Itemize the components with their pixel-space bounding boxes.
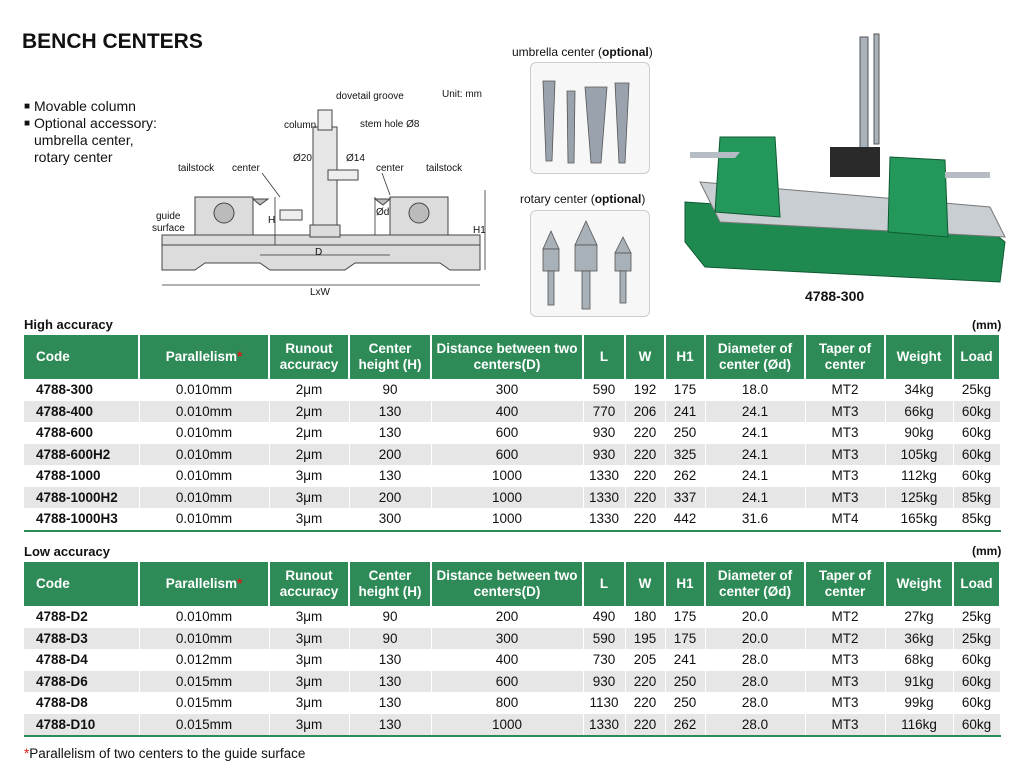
table-cell: 90: [349, 379, 431, 401]
table-cell: MT3: [805, 487, 885, 509]
table-cell: MT3: [805, 714, 885, 737]
table-cell: 206: [625, 401, 665, 423]
col-parallelism: Parallelism*: [139, 562, 269, 606]
table-cell: MT3: [805, 692, 885, 714]
d20-label: Ø20: [293, 153, 312, 164]
col-taper: Taper of center: [805, 562, 885, 606]
table-cell: 175: [665, 379, 705, 401]
table-cell: 125kg: [885, 487, 953, 509]
table-cell: 262: [665, 465, 705, 487]
h-label: H: [268, 215, 276, 226]
low-accuracy-unit: (mm): [972, 544, 1002, 558]
technical-drawing: [150, 85, 495, 300]
model-code-cell: 4788-600: [24, 422, 139, 444]
table-cell: 300: [349, 508, 431, 531]
table-cell: 0.010mm: [139, 444, 269, 466]
od-label: Ød: [376, 207, 390, 218]
table-cell: 195: [625, 628, 665, 650]
table-cell: 220: [625, 508, 665, 531]
high-accuracy-body: [24, 379, 1000, 531]
table-cell: MT3: [805, 444, 885, 466]
table-cell: 2μm: [269, 401, 349, 423]
high-accuracy-unit: (mm): [972, 318, 1002, 332]
unit-note: Unit: mm: [442, 89, 482, 100]
table-cell: 0.010mm: [139, 379, 269, 401]
table-cell: 250: [665, 692, 705, 714]
col-center-height: Center height (H): [349, 562, 431, 606]
guide-label: guide: [156, 211, 181, 222]
table-cell: 24.1: [705, 401, 805, 423]
table-cell: 36kg: [885, 628, 953, 650]
dovetail-groove-label: dovetail groove: [336, 91, 404, 102]
table-cell: 28.0: [705, 671, 805, 693]
model-code-cell: 4788-D4: [24, 649, 139, 671]
table-cell: 28.0: [705, 692, 805, 714]
table-cell: 25kg: [953, 628, 1000, 650]
table-row: [24, 606, 1000, 628]
table-cell: 220: [625, 671, 665, 693]
table-cell: 18.0: [705, 379, 805, 401]
table-cell: 220: [625, 465, 665, 487]
lxw-label: LxW: [310, 287, 330, 298]
table-cell: 1330: [583, 487, 625, 509]
high-accuracy-table: [24, 335, 1001, 532]
table-row: [24, 692, 1000, 714]
table-cell: 300: [431, 628, 583, 650]
low-accuracy-table: [24, 562, 1001, 737]
table-cell: 0.010mm: [139, 508, 269, 531]
table-cell: 105kg: [885, 444, 953, 466]
table-cell: 1330: [583, 508, 625, 531]
table-cell: 24.1: [705, 444, 805, 466]
tailstock-left-label: tailstock: [178, 163, 215, 174]
table-row: [24, 422, 1000, 444]
table-cell: 220: [625, 714, 665, 737]
table-cell: MT3: [805, 649, 885, 671]
model-code-cell: 4788-1000: [24, 465, 139, 487]
low-accuracy-body: [24, 606, 1000, 736]
table-cell: 1130: [583, 692, 625, 714]
table-cell: 490: [583, 606, 625, 628]
col-w: W: [625, 335, 665, 379]
table-cell: 68kg: [885, 649, 953, 671]
table-cell: 590: [583, 379, 625, 401]
header-row: [24, 562, 1000, 606]
surface-label: surface: [152, 223, 185, 234]
d-label: D: [315, 247, 323, 258]
table-cell: 1000: [431, 714, 583, 737]
table-cell: 85kg: [953, 508, 1000, 531]
col-distance: Distance between two centers(D): [431, 335, 583, 379]
table-cell: 600: [431, 671, 583, 693]
col-l: L: [583, 562, 625, 606]
table-row: [24, 671, 1000, 693]
table-cell: 241: [665, 649, 705, 671]
col-load: Load: [953, 335, 1000, 379]
bench-center-photo: [680, 32, 1010, 290]
table-row: [24, 401, 1000, 423]
center-right-label: center: [376, 163, 404, 174]
model-code-cell: 4788-600H2: [24, 444, 139, 466]
table-cell: 250: [665, 671, 705, 693]
table-cell: 930: [583, 422, 625, 444]
table-cell: 60kg: [953, 401, 1000, 423]
table-cell: 24.1: [705, 465, 805, 487]
table-cell: 1000: [431, 487, 583, 509]
table-cell: 300: [431, 379, 583, 401]
umbrella-center-caption: umbrella center (optional): [512, 45, 653, 59]
table-cell: 600: [431, 422, 583, 444]
table-row: [24, 628, 1000, 650]
feature-list: [24, 98, 157, 166]
col-weight: Weight: [885, 562, 953, 606]
table-cell: 66kg: [885, 401, 953, 423]
table-cell: 442: [665, 508, 705, 531]
umbrella-center-image: [530, 62, 650, 174]
stem-hole-label: stem hole Ø8: [360, 119, 420, 130]
col-code: Code: [24, 562, 139, 606]
col-runout: Runout accuracy: [269, 335, 349, 379]
table-cell: 130: [349, 401, 431, 423]
col-distance: Distance between two centers(D): [431, 562, 583, 606]
table-cell: 60kg: [953, 714, 1000, 737]
table-cell: 28.0: [705, 649, 805, 671]
table-cell: 60kg: [953, 465, 1000, 487]
low-accuracy-title: Low accuracy: [24, 544, 110, 559]
table-cell: 0.010mm: [139, 465, 269, 487]
table-cell: 192: [625, 379, 665, 401]
table-cell: 200: [349, 444, 431, 466]
feature-item: umbrella center,: [34, 132, 134, 148]
table-row: [24, 379, 1000, 401]
col-weight: Weight: [885, 335, 953, 379]
model-code-cell: 4788-400: [24, 401, 139, 423]
table-cell: 200: [431, 606, 583, 628]
table-cell: 24.1: [705, 422, 805, 444]
page-title: BENCH CENTERS: [22, 30, 203, 53]
table-cell: 0.010mm: [139, 487, 269, 509]
col-parallelism: Parallelism*: [139, 335, 269, 379]
table-cell: 337: [665, 487, 705, 509]
table-cell: MT3: [805, 422, 885, 444]
d14-label: Ø14: [346, 153, 365, 164]
col-diameter: Diameter of center (Ød): [705, 562, 805, 606]
table-cell: 262: [665, 714, 705, 737]
table-cell: 90: [349, 628, 431, 650]
col-l: L: [583, 335, 625, 379]
table-cell: 34kg: [885, 379, 953, 401]
rotary-center-image: [530, 210, 650, 317]
table-cell: 220: [625, 422, 665, 444]
table-cell: 3μm: [269, 487, 349, 509]
table-cell: 241: [665, 401, 705, 423]
column-label: column: [284, 120, 317, 131]
feature-item: ■ Optional accessory:: [24, 115, 157, 131]
table-cell: 20.0: [705, 606, 805, 628]
table-cell: MT2: [805, 628, 885, 650]
table-cell: 590: [583, 628, 625, 650]
table-cell: 0.010mm: [139, 422, 269, 444]
table-cell: 3μm: [269, 508, 349, 531]
table-cell: 130: [349, 422, 431, 444]
col-diameter: Diameter of center (Ød): [705, 335, 805, 379]
model-code-cell: 4788-300: [24, 379, 139, 401]
table-cell: 20.0: [705, 628, 805, 650]
table-cell: 31.6: [705, 508, 805, 531]
table-cell: 60kg: [953, 422, 1000, 444]
table-cell: 2μm: [269, 444, 349, 466]
center-left-label: center: [232, 163, 260, 174]
table-cell: 2μm: [269, 379, 349, 401]
col-center-height: Center height (H): [349, 335, 431, 379]
table-cell: 60kg: [953, 444, 1000, 466]
table-row: [24, 487, 1000, 509]
col-w: W: [625, 562, 665, 606]
model-code-cell: 4788-1000H2: [24, 487, 139, 509]
table-cell: 24.1: [705, 487, 805, 509]
table-row: [24, 444, 1000, 466]
table-cell: 85kg: [953, 487, 1000, 509]
table-cell: 3μm: [269, 628, 349, 650]
table-cell: 800: [431, 692, 583, 714]
table-cell: 3μm: [269, 692, 349, 714]
footnote: [24, 746, 305, 761]
rotary-center-caption: rotary center (optional): [520, 192, 646, 206]
feature-item: ■ Movable column: [24, 98, 136, 114]
table-cell: 205: [625, 649, 665, 671]
table-cell: 1330: [583, 465, 625, 487]
header-row: [24, 335, 1000, 379]
table-cell: 0.010mm: [139, 606, 269, 628]
table-cell: 0.010mm: [139, 401, 269, 423]
table-cell: 130: [349, 714, 431, 737]
table-cell: 175: [665, 606, 705, 628]
col-code: Code: [24, 335, 139, 379]
table-cell: 2μm: [269, 422, 349, 444]
tailstock-right-label: tailstock: [426, 163, 463, 174]
table-cell: 130: [349, 649, 431, 671]
table-cell: 1000: [431, 508, 583, 531]
col-runout: Runout accuracy: [269, 562, 349, 606]
table-cell: 0.015mm: [139, 692, 269, 714]
table-cell: 220: [625, 487, 665, 509]
table-cell: 200: [349, 487, 431, 509]
table-cell: 130: [349, 465, 431, 487]
table-row: [24, 714, 1000, 737]
table-cell: 25kg: [953, 606, 1000, 628]
table-row: [24, 508, 1000, 531]
table-cell: 60kg: [953, 671, 1000, 693]
bullet-icon: ■: [24, 118, 31, 129]
bullet-icon: ■: [24, 101, 31, 112]
table-cell: 220: [625, 444, 665, 466]
model-code-cell: 4788-D10: [24, 714, 139, 737]
bench-center-diagram: [150, 85, 495, 300]
table-cell: 0.015mm: [139, 671, 269, 693]
table-cell: MT2: [805, 379, 885, 401]
table-cell: 91kg: [885, 671, 953, 693]
table-cell: MT2: [805, 606, 885, 628]
col-load: Load: [953, 562, 1000, 606]
table-cell: 60kg: [953, 649, 1000, 671]
table-cell: 112kg: [885, 465, 953, 487]
col-h1: H1: [665, 335, 705, 379]
table-cell: 28.0: [705, 714, 805, 737]
table-cell: MT3: [805, 401, 885, 423]
model-code-cell: 4788-D3: [24, 628, 139, 650]
model-code-cell: 4788-1000H3: [24, 508, 139, 531]
feature-item: rotary center: [34, 149, 113, 165]
table-cell: 930: [583, 671, 625, 693]
model-code-cell: 4788-D6: [24, 671, 139, 693]
table-cell: MT3: [805, 465, 885, 487]
table-cell: 175: [665, 628, 705, 650]
table-cell: 130: [349, 692, 431, 714]
high-accuracy-title: High accuracy: [24, 317, 113, 332]
table-cell: 60kg: [953, 692, 1000, 714]
rotary-center-icon: [531, 211, 649, 316]
col-h1: H1: [665, 562, 705, 606]
table-cell: 400: [431, 649, 583, 671]
table-cell: 0.010mm: [139, 628, 269, 650]
table-cell: 0.015mm: [139, 714, 269, 737]
table-cell: 325: [665, 444, 705, 466]
table-cell: 1000: [431, 465, 583, 487]
table-cell: 99kg: [885, 692, 953, 714]
table-cell: 730: [583, 649, 625, 671]
model-code-cell: 4788-D8: [24, 692, 139, 714]
table-cell: MT3: [805, 671, 885, 693]
model-code-cell: 4788-D2: [24, 606, 139, 628]
table-row: [24, 465, 1000, 487]
col-taper: Taper of center: [805, 335, 885, 379]
table-cell: 90: [349, 606, 431, 628]
product-photo-caption: 4788-300: [805, 288, 865, 304]
table-cell: 25kg: [953, 379, 1000, 401]
table-cell: 27kg: [885, 606, 953, 628]
table-cell: 3μm: [269, 714, 349, 737]
h1-label: H1: [473, 225, 486, 236]
table-cell: 3μm: [269, 465, 349, 487]
table-cell: 1330: [583, 714, 625, 737]
table-cell: 600: [431, 444, 583, 466]
footnote-mark: *: [24, 746, 30, 761]
table-cell: 930: [583, 444, 625, 466]
table-cell: MT4: [805, 508, 885, 531]
table-cell: 180: [625, 606, 665, 628]
table-cell: 90kg: [885, 422, 953, 444]
table-cell: 3μm: [269, 671, 349, 693]
table-cell: 220: [625, 692, 665, 714]
table-row: [24, 649, 1000, 671]
footnote-text: Parallelism of two centers to the guide surface: [29, 746, 306, 761]
table-cell: 3μm: [269, 649, 349, 671]
table-cell: 3μm: [269, 606, 349, 628]
table-cell: 130: [349, 671, 431, 693]
umbrella-center-icon: [531, 63, 649, 173]
product-photo: [680, 32, 1010, 290]
table-cell: 770: [583, 401, 625, 423]
table-cell: 250: [665, 422, 705, 444]
table-cell: 0.012mm: [139, 649, 269, 671]
table-cell: 400: [431, 401, 583, 423]
table-cell: 116kg: [885, 714, 953, 737]
table-cell: 165kg: [885, 508, 953, 531]
